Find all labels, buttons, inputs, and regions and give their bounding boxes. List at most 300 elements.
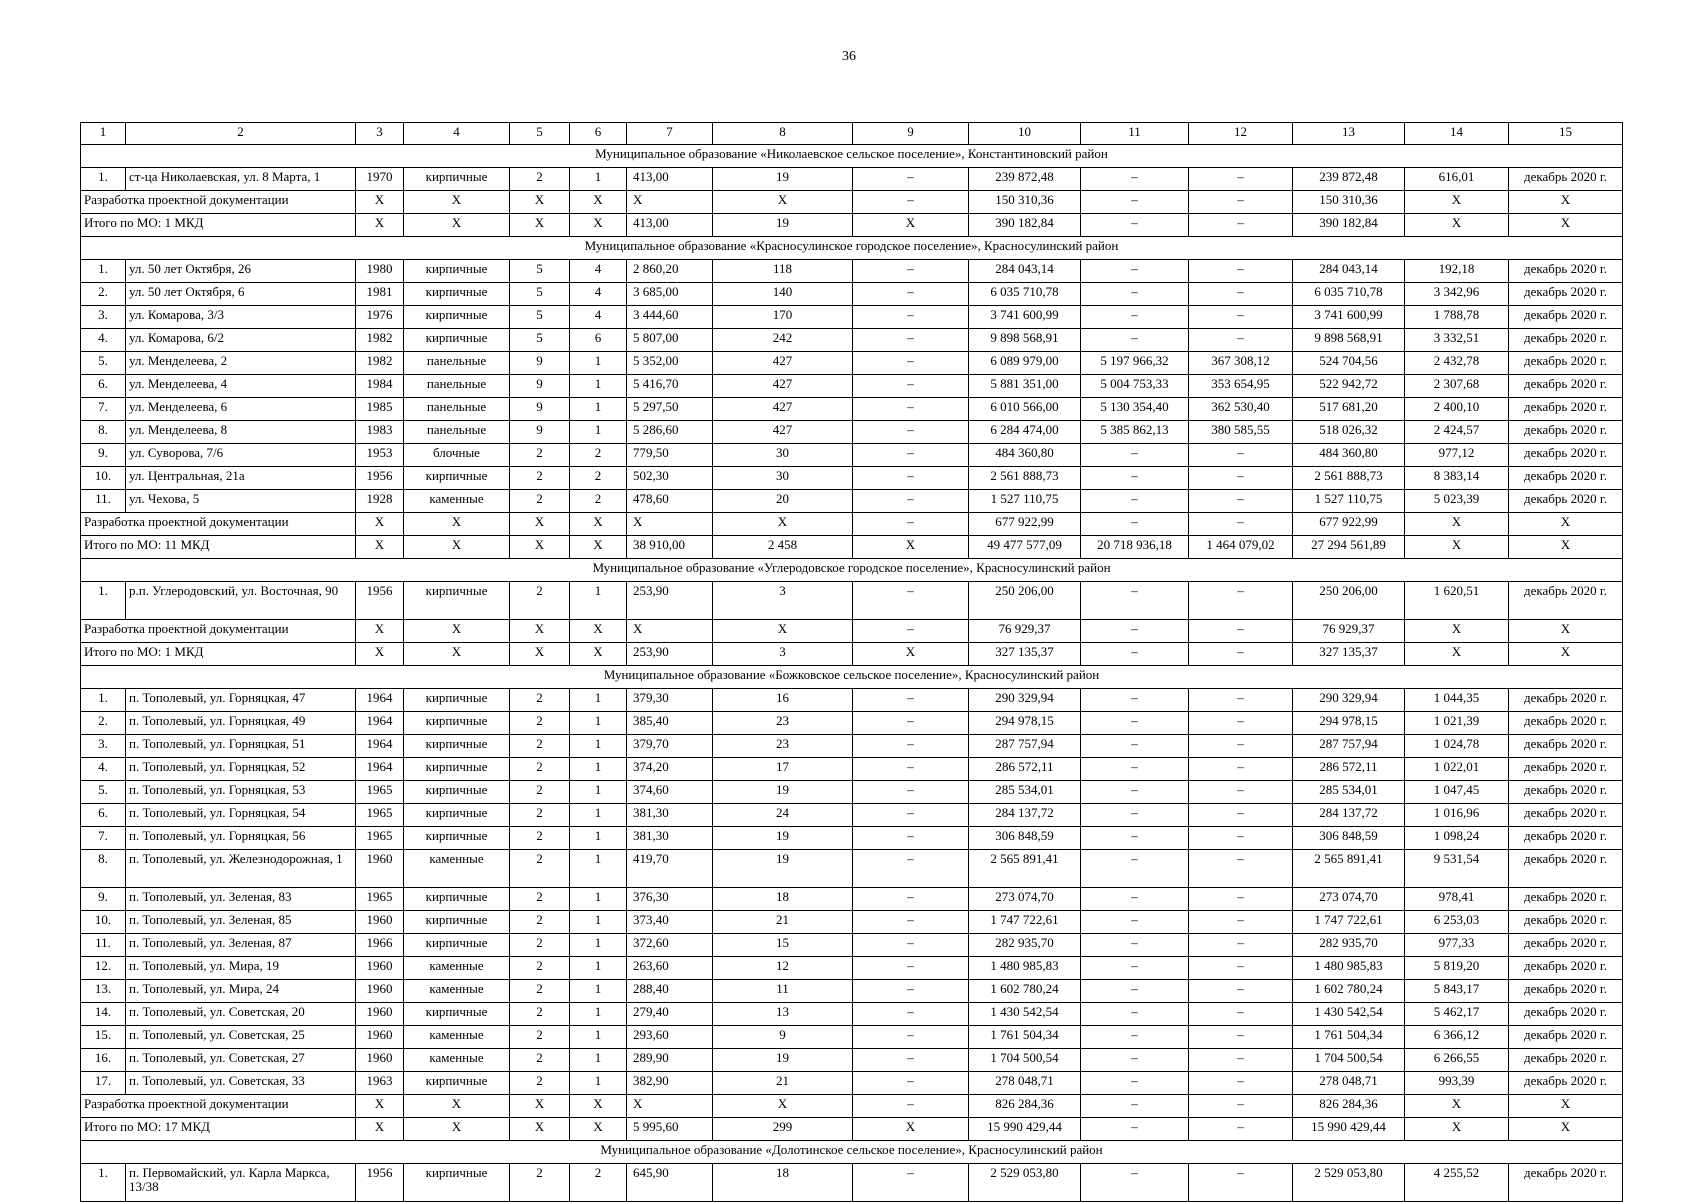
year-built: 1964 <box>356 689 404 712</box>
entrances: 1 <box>570 1026 627 1049</box>
cost-per-sqm: 616,01 <box>1405 168 1509 191</box>
total-c15: X <box>1509 1118 1623 1141</box>
wall-material: каменные <box>404 957 510 980</box>
year-built: 1982 <box>356 352 404 375</box>
column-number-7: 7 <box>627 123 713 145</box>
column-number-8: 8 <box>713 123 853 145</box>
area: 381,30 <box>627 827 713 850</box>
residents: 23 <box>713 712 853 735</box>
entrances: 2 <box>570 467 627 490</box>
floors: 2 <box>510 1026 570 1049</box>
cost-per-sqm: 5 462,17 <box>1405 1003 1509 1026</box>
total-cost: 1 704 500,54 <box>969 1049 1081 1072</box>
address: р.п. Углеродовский, ул. Восточная, 90 <box>126 582 356 620</box>
wall-material: кирпичные <box>404 1072 510 1095</box>
total-c4: X <box>404 643 510 666</box>
total-c11: – <box>1081 643 1189 666</box>
floors: 2 <box>510 957 570 980</box>
address: п. Тополевый, ул. Горняцкая, 51 <box>126 735 356 758</box>
table-row <box>81 911 1623 934</box>
col-9: – <box>853 306 969 329</box>
wall-material: кирпичные <box>404 283 510 306</box>
address: п. Тополевый, ул. Железнодорожная, 1 <box>126 850 356 888</box>
budget-share: – <box>1189 888 1293 911</box>
total-cost: 2 561 888,73 <box>969 467 1081 490</box>
table-row <box>81 260 1623 283</box>
design-c8: X <box>713 620 853 643</box>
total-c5: X <box>510 1118 570 1141</box>
area: 373,40 <box>627 911 713 934</box>
column-number-13: 13 <box>1293 123 1405 145</box>
area: 419,70 <box>627 850 713 888</box>
residents: 11 <box>713 980 853 1003</box>
col-9: – <box>853 398 969 421</box>
section-title: Муниципальное образование «Углеродовское городское поселение», Красносулинский район <box>81 559 1623 582</box>
cost-per-sqm: 1 620,51 <box>1405 582 1509 620</box>
total-label: Итого по МО: 1 МКД <box>81 214 356 237</box>
row-number: 2. <box>81 283 126 306</box>
design-c3: X <box>356 191 404 214</box>
address: ул. Комарова, 6/2 <box>126 329 356 352</box>
total-cost: 239 872,48 <box>969 168 1081 191</box>
area: 288,40 <box>627 980 713 1003</box>
total-cost: 1 430 542,54 <box>969 1003 1081 1026</box>
total-cost: 1 602 780,24 <box>969 980 1081 1003</box>
budget-share: – <box>1189 168 1293 191</box>
design-c14: X <box>1405 620 1509 643</box>
section-title: Муниципальное образование «Красносулинское городское поселение», Красносулинский район <box>81 237 1623 260</box>
total-c8: 299 <box>713 1118 853 1141</box>
wall-material: кирпичные <box>404 467 510 490</box>
owners-share: 273 074,70 <box>1293 888 1405 911</box>
entrances: 1 <box>570 804 627 827</box>
fund-share: – <box>1081 306 1189 329</box>
residents: 21 <box>713 1072 853 1095</box>
budget-share: – <box>1189 934 1293 957</box>
budget-share: – <box>1189 850 1293 888</box>
owners-share: 286 572,11 <box>1293 758 1405 781</box>
owners-share: 1 527 110,75 <box>1293 490 1405 513</box>
row-number: 7. <box>81 398 126 421</box>
owners-share: 522 942,72 <box>1293 375 1405 398</box>
row-number: 1. <box>81 582 126 620</box>
completion-date: декабрь 2020 г. <box>1509 444 1623 467</box>
year-built: 1980 <box>356 260 404 283</box>
total-cost: 285 534,01 <box>969 781 1081 804</box>
section-header-row <box>81 237 1623 260</box>
wall-material: кирпичные <box>404 168 510 191</box>
completion-date: декабрь 2020 г. <box>1509 689 1623 712</box>
fund-share: – <box>1081 781 1189 804</box>
total-cost: 290 329,94 <box>969 689 1081 712</box>
completion-date: декабрь 2020 г. <box>1509 781 1623 804</box>
completion-date: декабрь 2020 г. <box>1509 758 1623 781</box>
entrances: 2 <box>570 444 627 467</box>
area: 263,60 <box>627 957 713 980</box>
total-row <box>81 643 1623 666</box>
total-c10: 390 182,84 <box>969 214 1081 237</box>
entrances: 4 <box>570 283 627 306</box>
area: 2 860,20 <box>627 260 713 283</box>
row-number: 14. <box>81 1003 126 1026</box>
column-number-5: 5 <box>510 123 570 145</box>
total-cost: 273 074,70 <box>969 888 1081 911</box>
col-9: – <box>853 1003 969 1026</box>
total-cost: 250 206,00 <box>969 582 1081 620</box>
address: ст-ца Николаевская, ул. 8 Марта, 1 <box>126 168 356 191</box>
table-row <box>81 712 1623 735</box>
area: 502,30 <box>627 467 713 490</box>
total-c11: – <box>1081 214 1189 237</box>
wall-material: кирпичные <box>404 934 510 957</box>
completion-date: декабрь 2020 г. <box>1509 398 1623 421</box>
fund-share: – <box>1081 490 1189 513</box>
design-c7: X <box>627 620 713 643</box>
owners-share: 6 035 710,78 <box>1293 283 1405 306</box>
address: п. Тополевый, ул. Мира, 19 <box>126 957 356 980</box>
total-c13: 15 990 429,44 <box>1293 1118 1405 1141</box>
wall-material: каменные <box>404 1026 510 1049</box>
address: п. Тополевый, ул. Горняцкая, 56 <box>126 827 356 850</box>
owners-share: 484 360,80 <box>1293 444 1405 467</box>
budget-share: – <box>1189 827 1293 850</box>
design-c12: – <box>1189 1095 1293 1118</box>
fund-share: – <box>1081 1049 1189 1072</box>
table-row <box>81 1003 1623 1026</box>
col-9: – <box>853 957 969 980</box>
address: п. Тополевый, ул. Горняцкая, 54 <box>126 804 356 827</box>
total-c9: X <box>853 1118 969 1141</box>
floors: 5 <box>510 283 570 306</box>
address: ул. Менделеева, 8 <box>126 421 356 444</box>
table-row <box>81 375 1623 398</box>
col-9: – <box>853 827 969 850</box>
year-built: 1963 <box>356 1072 404 1095</box>
residents: 427 <box>713 375 853 398</box>
owners-share: 517 681,20 <box>1293 398 1405 421</box>
wall-material: кирпичные <box>404 911 510 934</box>
budget-share: – <box>1189 467 1293 490</box>
address: п. Первомайский, ул. Карла Маркса, 13/38 <box>126 1164 356 1202</box>
floors: 2 <box>510 850 570 888</box>
address: п. Тополевый, ул. Горняцкая, 52 <box>126 758 356 781</box>
total-c4: X <box>404 536 510 559</box>
total-cost: 2 565 891,41 <box>969 850 1081 888</box>
residents: 242 <box>713 329 853 352</box>
owners-share: 2 565 891,41 <box>1293 850 1405 888</box>
wall-material: кирпичные <box>404 888 510 911</box>
total-cost: 287 757,94 <box>969 735 1081 758</box>
address: п. Тополевый, ул. Горняцкая, 47 <box>126 689 356 712</box>
table-row <box>81 827 1623 850</box>
total-c14: X <box>1405 643 1509 666</box>
column-number-4: 4 <box>404 123 510 145</box>
table-row <box>81 934 1623 957</box>
row-number: 3. <box>81 306 126 329</box>
residents: 30 <box>713 444 853 467</box>
residents: 427 <box>713 398 853 421</box>
residents: 20 <box>713 490 853 513</box>
design-c13: 150 310,36 <box>1293 191 1405 214</box>
entrances: 1 <box>570 934 627 957</box>
budget-share: – <box>1189 712 1293 735</box>
year-built: 1965 <box>356 888 404 911</box>
col-9: – <box>853 911 969 934</box>
area: 253,90 <box>627 582 713 620</box>
row-number: 4. <box>81 758 126 781</box>
row-number: 10. <box>81 911 126 934</box>
floors: 2 <box>510 1003 570 1026</box>
design-c4: X <box>404 620 510 643</box>
column-number-11: 11 <box>1081 123 1189 145</box>
wall-material: кирпичные <box>404 1003 510 1026</box>
wall-material: кирпичные <box>404 804 510 827</box>
column-number-10: 10 <box>969 123 1081 145</box>
row-number: 8. <box>81 421 126 444</box>
fund-share: – <box>1081 827 1189 850</box>
table-row <box>81 804 1623 827</box>
owners-share: 2 561 888,73 <box>1293 467 1405 490</box>
wall-material: блочные <box>404 444 510 467</box>
budget-share: – <box>1189 689 1293 712</box>
col-9: – <box>853 1026 969 1049</box>
cost-per-sqm: 6 253,03 <box>1405 911 1509 934</box>
address: ул. 50 лет Октября, 26 <box>126 260 356 283</box>
cost-per-sqm: 6 366,12 <box>1405 1026 1509 1049</box>
total-c9: X <box>853 643 969 666</box>
section-title: Муниципальное образование «Николаевское сельское поселение», Константиновский район <box>81 145 1623 168</box>
fund-share: – <box>1081 934 1189 957</box>
completion-date: декабрь 2020 г. <box>1509 888 1623 911</box>
area: 293,60 <box>627 1026 713 1049</box>
floors: 2 <box>510 911 570 934</box>
design-label: Разработка проектной документации <box>81 513 356 536</box>
col-9: – <box>853 804 969 827</box>
year-built: 1964 <box>356 735 404 758</box>
completion-date: декабрь 2020 г. <box>1509 1026 1623 1049</box>
entrances: 1 <box>570 850 627 888</box>
budget-share: – <box>1189 781 1293 804</box>
wall-material: кирпичные <box>404 758 510 781</box>
total-row <box>81 214 1623 237</box>
wall-material: кирпичные <box>404 712 510 735</box>
budget-share: 353 654,95 <box>1189 375 1293 398</box>
year-built: 1953 <box>356 444 404 467</box>
total-c7: 5 995,60 <box>627 1118 713 1141</box>
col-9: – <box>853 980 969 1003</box>
budget-share: – <box>1189 1026 1293 1049</box>
wall-material: панельные <box>404 421 510 444</box>
column-number-row <box>81 123 1623 145</box>
cost-per-sqm: 5 819,20 <box>1405 957 1509 980</box>
completion-date: декабрь 2020 г. <box>1509 1164 1623 1202</box>
entrances: 1 <box>570 827 627 850</box>
total-c13: 27 294 561,89 <box>1293 536 1405 559</box>
design-c4: X <box>404 1095 510 1118</box>
year-built: 1960 <box>356 1026 404 1049</box>
total-c6: X <box>570 536 627 559</box>
design-label: Разработка проектной документации <box>81 1095 356 1118</box>
floors: 5 <box>510 329 570 352</box>
total-label: Итого по МО: 17 МКД <box>81 1118 356 1141</box>
cost-per-sqm: 978,41 <box>1405 888 1509 911</box>
total-c15: X <box>1509 643 1623 666</box>
row-number: 6. <box>81 804 126 827</box>
entrances: 1 <box>570 957 627 980</box>
area: 3 685,00 <box>627 283 713 306</box>
cost-per-sqm: 977,33 <box>1405 934 1509 957</box>
design-c12: – <box>1189 513 1293 536</box>
design-c15: X <box>1509 191 1623 214</box>
col-9: – <box>853 735 969 758</box>
design-c3: X <box>356 1095 404 1118</box>
year-built: 1966 <box>356 934 404 957</box>
completion-date: декабрь 2020 г. <box>1509 934 1623 957</box>
table-row <box>81 1049 1623 1072</box>
year-built: 1985 <box>356 398 404 421</box>
total-c12: – <box>1189 214 1293 237</box>
budget-share: – <box>1189 758 1293 781</box>
residents: 427 <box>713 352 853 375</box>
col-9: – <box>853 168 969 191</box>
total-c14: X <box>1405 214 1509 237</box>
total-c12: 1 464 079,02 <box>1189 536 1293 559</box>
budget-share: – <box>1189 260 1293 283</box>
residents: 30 <box>713 467 853 490</box>
area: 413,00 <box>627 168 713 191</box>
entrances: 1 <box>570 980 627 1003</box>
entrances: 2 <box>570 1164 627 1202</box>
design-c10: 677 922,99 <box>969 513 1081 536</box>
entrances: 1 <box>570 781 627 804</box>
total-c5: X <box>510 643 570 666</box>
design-c9: – <box>853 513 969 536</box>
residents: 15 <box>713 934 853 957</box>
completion-date: декабрь 2020 г. <box>1509 329 1623 352</box>
col-9: – <box>853 352 969 375</box>
row-number: 1. <box>81 1164 126 1202</box>
year-built: 1965 <box>356 827 404 850</box>
owners-share: 282 935,70 <box>1293 934 1405 957</box>
section-title: Муниципальное образование «Долотинское сельское поселение», Красносулинский район <box>81 1141 1623 1164</box>
total-cost: 1 747 722,61 <box>969 911 1081 934</box>
area: 376,30 <box>627 888 713 911</box>
owners-share: 250 206,00 <box>1293 582 1405 620</box>
total-cost: 278 048,71 <box>969 1072 1081 1095</box>
cost-per-sqm: 977,12 <box>1405 444 1509 467</box>
residents: 427 <box>713 421 853 444</box>
col-9: – <box>853 1049 969 1072</box>
floors: 2 <box>510 735 570 758</box>
design-docs-row <box>81 513 1623 536</box>
year-built: 1970 <box>356 168 404 191</box>
budget-share: 362 530,40 <box>1189 398 1293 421</box>
design-c15: X <box>1509 513 1623 536</box>
table-row <box>81 957 1623 980</box>
floors: 2 <box>510 980 570 1003</box>
table-row <box>81 689 1623 712</box>
wall-material: каменные <box>404 980 510 1003</box>
owners-share: 1 761 504,34 <box>1293 1026 1405 1049</box>
row-number: 5. <box>81 781 126 804</box>
address: п. Тополевый, ул. Горняцкая, 53 <box>126 781 356 804</box>
total-cost: 294 978,15 <box>969 712 1081 735</box>
row-number: 17. <box>81 1072 126 1095</box>
col-9: – <box>853 1072 969 1095</box>
address: ул. Менделеева, 6 <box>126 398 356 421</box>
total-c9: X <box>853 214 969 237</box>
design-c8: X <box>713 191 853 214</box>
design-c10: 826 284,36 <box>969 1095 1081 1118</box>
cost-per-sqm: 1 098,24 <box>1405 827 1509 850</box>
design-c8: X <box>713 1095 853 1118</box>
section-title: Муниципальное образование «Божковское сельское поселение», Красносулинский район <box>81 666 1623 689</box>
completion-date: декабрь 2020 г. <box>1509 168 1623 191</box>
year-built: 1965 <box>356 781 404 804</box>
completion-date: декабрь 2020 г. <box>1509 283 1623 306</box>
owners-share: 518 026,32 <box>1293 421 1405 444</box>
area: 289,90 <box>627 1049 713 1072</box>
year-built: 1960 <box>356 850 404 888</box>
section-header-row <box>81 1141 1623 1164</box>
area: 374,60 <box>627 781 713 804</box>
design-c13: 76 929,37 <box>1293 620 1405 643</box>
address: ул. Менделеева, 4 <box>126 375 356 398</box>
area: 5 807,00 <box>627 329 713 352</box>
owners-share: 239 872,48 <box>1293 168 1405 191</box>
wall-material: каменные <box>404 490 510 513</box>
completion-date: декабрь 2020 г. <box>1509 490 1623 513</box>
design-c5: X <box>510 191 570 214</box>
owners-share: 1 430 542,54 <box>1293 1003 1405 1026</box>
design-c4: X <box>404 191 510 214</box>
wall-material: кирпичные <box>404 260 510 283</box>
completion-date: декабрь 2020 г. <box>1509 582 1623 620</box>
col-9: – <box>853 467 969 490</box>
total-cost: 6 035 710,78 <box>969 283 1081 306</box>
address: п. Тополевый, ул. Советская, 20 <box>126 1003 356 1026</box>
floors: 2 <box>510 689 570 712</box>
page-number: 36 <box>842 49 856 64</box>
row-number: 15. <box>81 1026 126 1049</box>
table-row <box>81 329 1623 352</box>
cost-per-sqm: 1 016,96 <box>1405 804 1509 827</box>
budget-share: – <box>1189 980 1293 1003</box>
total-c4: X <box>404 1118 510 1141</box>
total-cost: 6 010 566,00 <box>969 398 1081 421</box>
column-number-6: 6 <box>570 123 627 145</box>
total-c14: X <box>1405 536 1509 559</box>
area: 379,30 <box>627 689 713 712</box>
area: 379,70 <box>627 735 713 758</box>
address: ул. 50 лет Октября, 6 <box>126 283 356 306</box>
floors: 2 <box>510 804 570 827</box>
column-number-3: 3 <box>356 123 404 145</box>
total-c15: X <box>1509 536 1623 559</box>
residents: 3 <box>713 582 853 620</box>
cost-per-sqm: 1 024,78 <box>1405 735 1509 758</box>
design-c11: – <box>1081 620 1189 643</box>
design-c5: X <box>510 513 570 536</box>
total-c12: – <box>1189 643 1293 666</box>
cost-per-sqm: 3 342,96 <box>1405 283 1509 306</box>
row-number: 10. <box>81 467 126 490</box>
total-c15: X <box>1509 214 1623 237</box>
wall-material: панельные <box>404 375 510 398</box>
year-built: 1981 <box>356 283 404 306</box>
floors: 9 <box>510 421 570 444</box>
completion-date: декабрь 2020 г. <box>1509 1072 1623 1095</box>
